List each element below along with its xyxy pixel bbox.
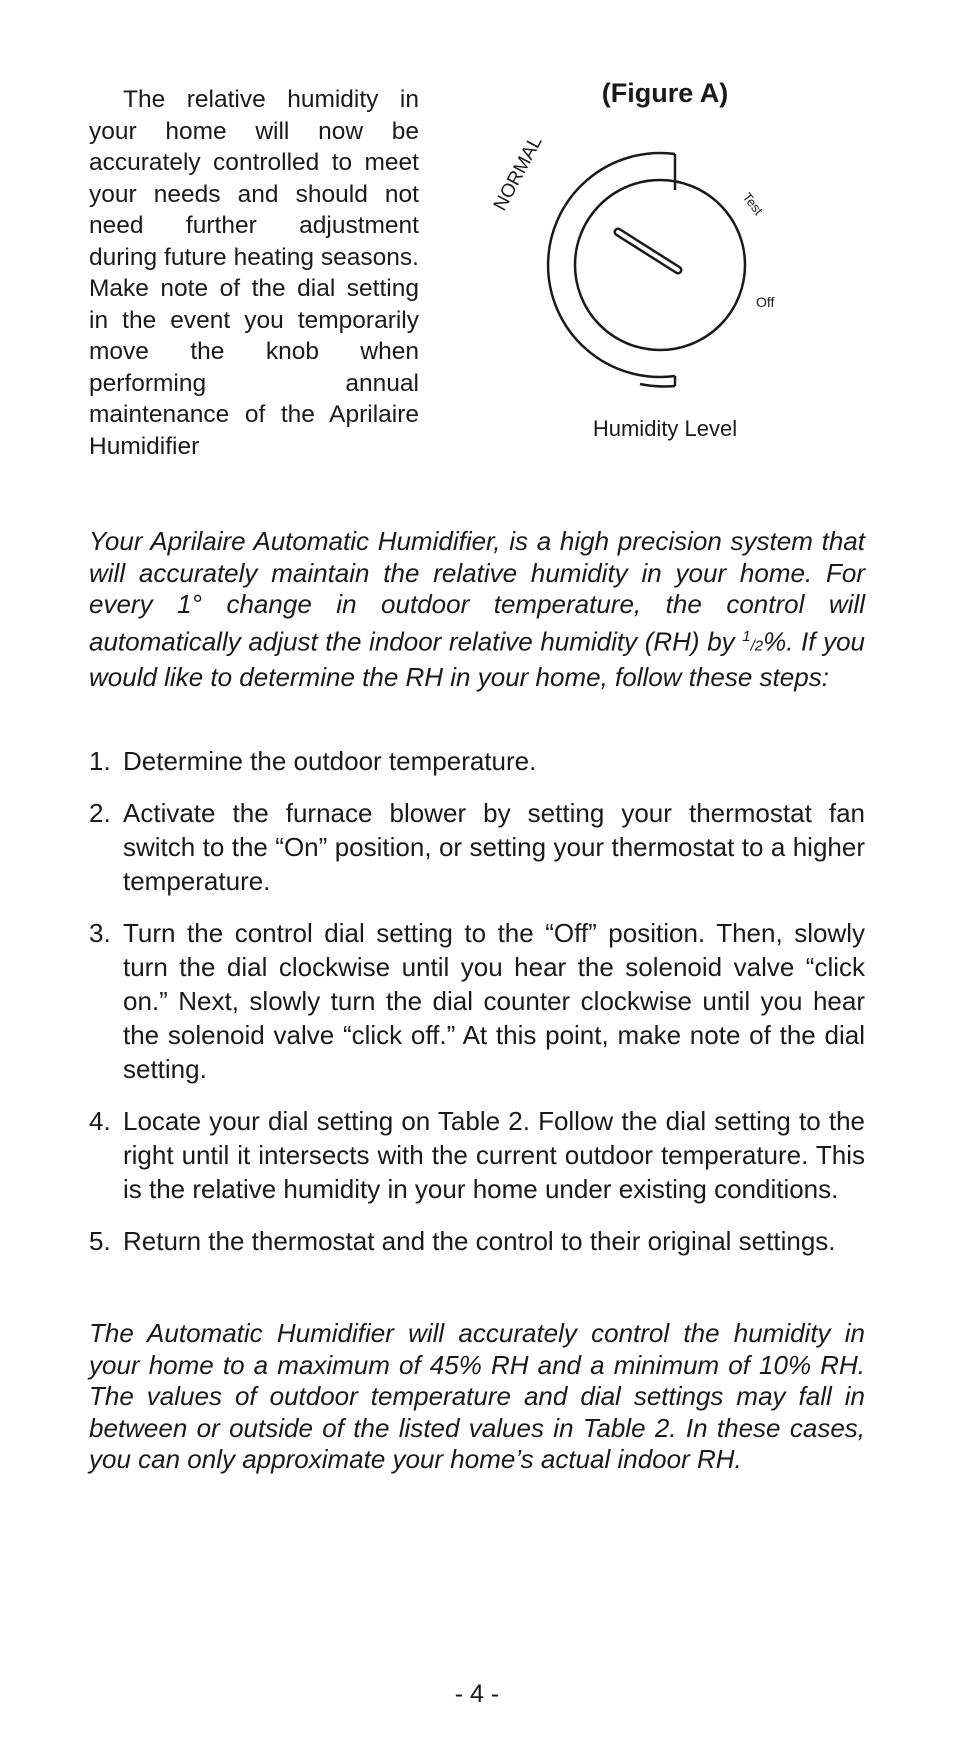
- step-number: 5.: [89, 1226, 111, 1256]
- para1-before: Your Aprilaire Automatic Humidifier, is a high precision system that will accurately maintain the relative humidity in your home. For every 1° change in outdoor temperature, the control will automatically adjust the indoor relative humidity (RH) by: [89, 526, 865, 657]
- fraction-separator: /: [750, 637, 755, 655]
- step-text: Return the thermostat and the control to their original settings.: [123, 1226, 836, 1256]
- dial-outer-arc-inner-edge: [640, 384, 675, 386]
- intro-paragraph: The relative humidity in your home will now be accurately controlled to meet your needs and should not need further adjustment during future heating seasons. Make note of the dial setting in the event you temporarily move the knob when performing annual maintenance of the Aprilaire Humidifier: [89, 86, 419, 460]
- step-number: 2.: [89, 798, 111, 828]
- dial-knob-circle: [575, 180, 745, 350]
- fraction-numerator: 1: [742, 627, 751, 645]
- dial-caption: Humidity Level: [592, 416, 738, 441]
- step-number: 4.: [89, 1106, 111, 1136]
- step-text: Locate your dial setting on Table 2. Follow the dial setting to the right until it intersects with the current outdoor temperature. This is the relative humidity in your home under existing conditions.: [123, 1106, 865, 1204]
- step-text: Turn the control dial setting to the “Off” position. Then, slowly turn the dial clockwise until you hear the solenoid valve “click on.” Next, slowly turn the dial counter clockwise until you hear the solenoid valve “click off.” At this point, make note of the dial setting.: [123, 918, 865, 1084]
- humidity-dial-figure: [480, 132, 800, 400]
- dial-label-off: Off: [756, 294, 775, 310]
- list-item: [89, 1104, 865, 1206]
- list-item: [89, 744, 865, 778]
- step-number: 1.: [89, 746, 111, 776]
- dial-label-normal: NORMAL: [489, 132, 547, 215]
- steps-list: [89, 744, 865, 1276]
- step-text: Activate the furnace blower by setting your thermostat fan switch to the “On” position, or setting your thermostat to a higher temperature.: [123, 798, 865, 896]
- list-item: [89, 1224, 865, 1258]
- dial-label-test: Test: [739, 189, 767, 218]
- step-number: 3.: [89, 918, 111, 948]
- dial-pointer-fill: [618, 232, 678, 270]
- list-item: [89, 796, 865, 898]
- dial-outer-arc: [548, 153, 675, 377]
- closing-italic-paragraph: The Automatic Humidifier will accurately control the humidity in your home to a maximum of 45% RH and a minimum of 10% RH. The values of outdoor temperature and dial settings may fall in between or outside of the listed values in Table 2. In these cases, you can only approximate your home’s actual indoor RH.: [89, 1318, 865, 1474]
- list-item: [89, 916, 865, 1086]
- figure-title: (Figure A): [601, 78, 729, 108]
- page-number: - 4 -: [454, 1680, 500, 1708]
- para1-after: %. If you would like to determine the RH in your home, follow these steps:: [89, 626, 866, 692]
- intro-italic-paragraph: [89, 526, 865, 693]
- fraction-denominator: 2: [754, 637, 764, 655]
- step-text: Determine the outdoor temperature.: [123, 746, 537, 776]
